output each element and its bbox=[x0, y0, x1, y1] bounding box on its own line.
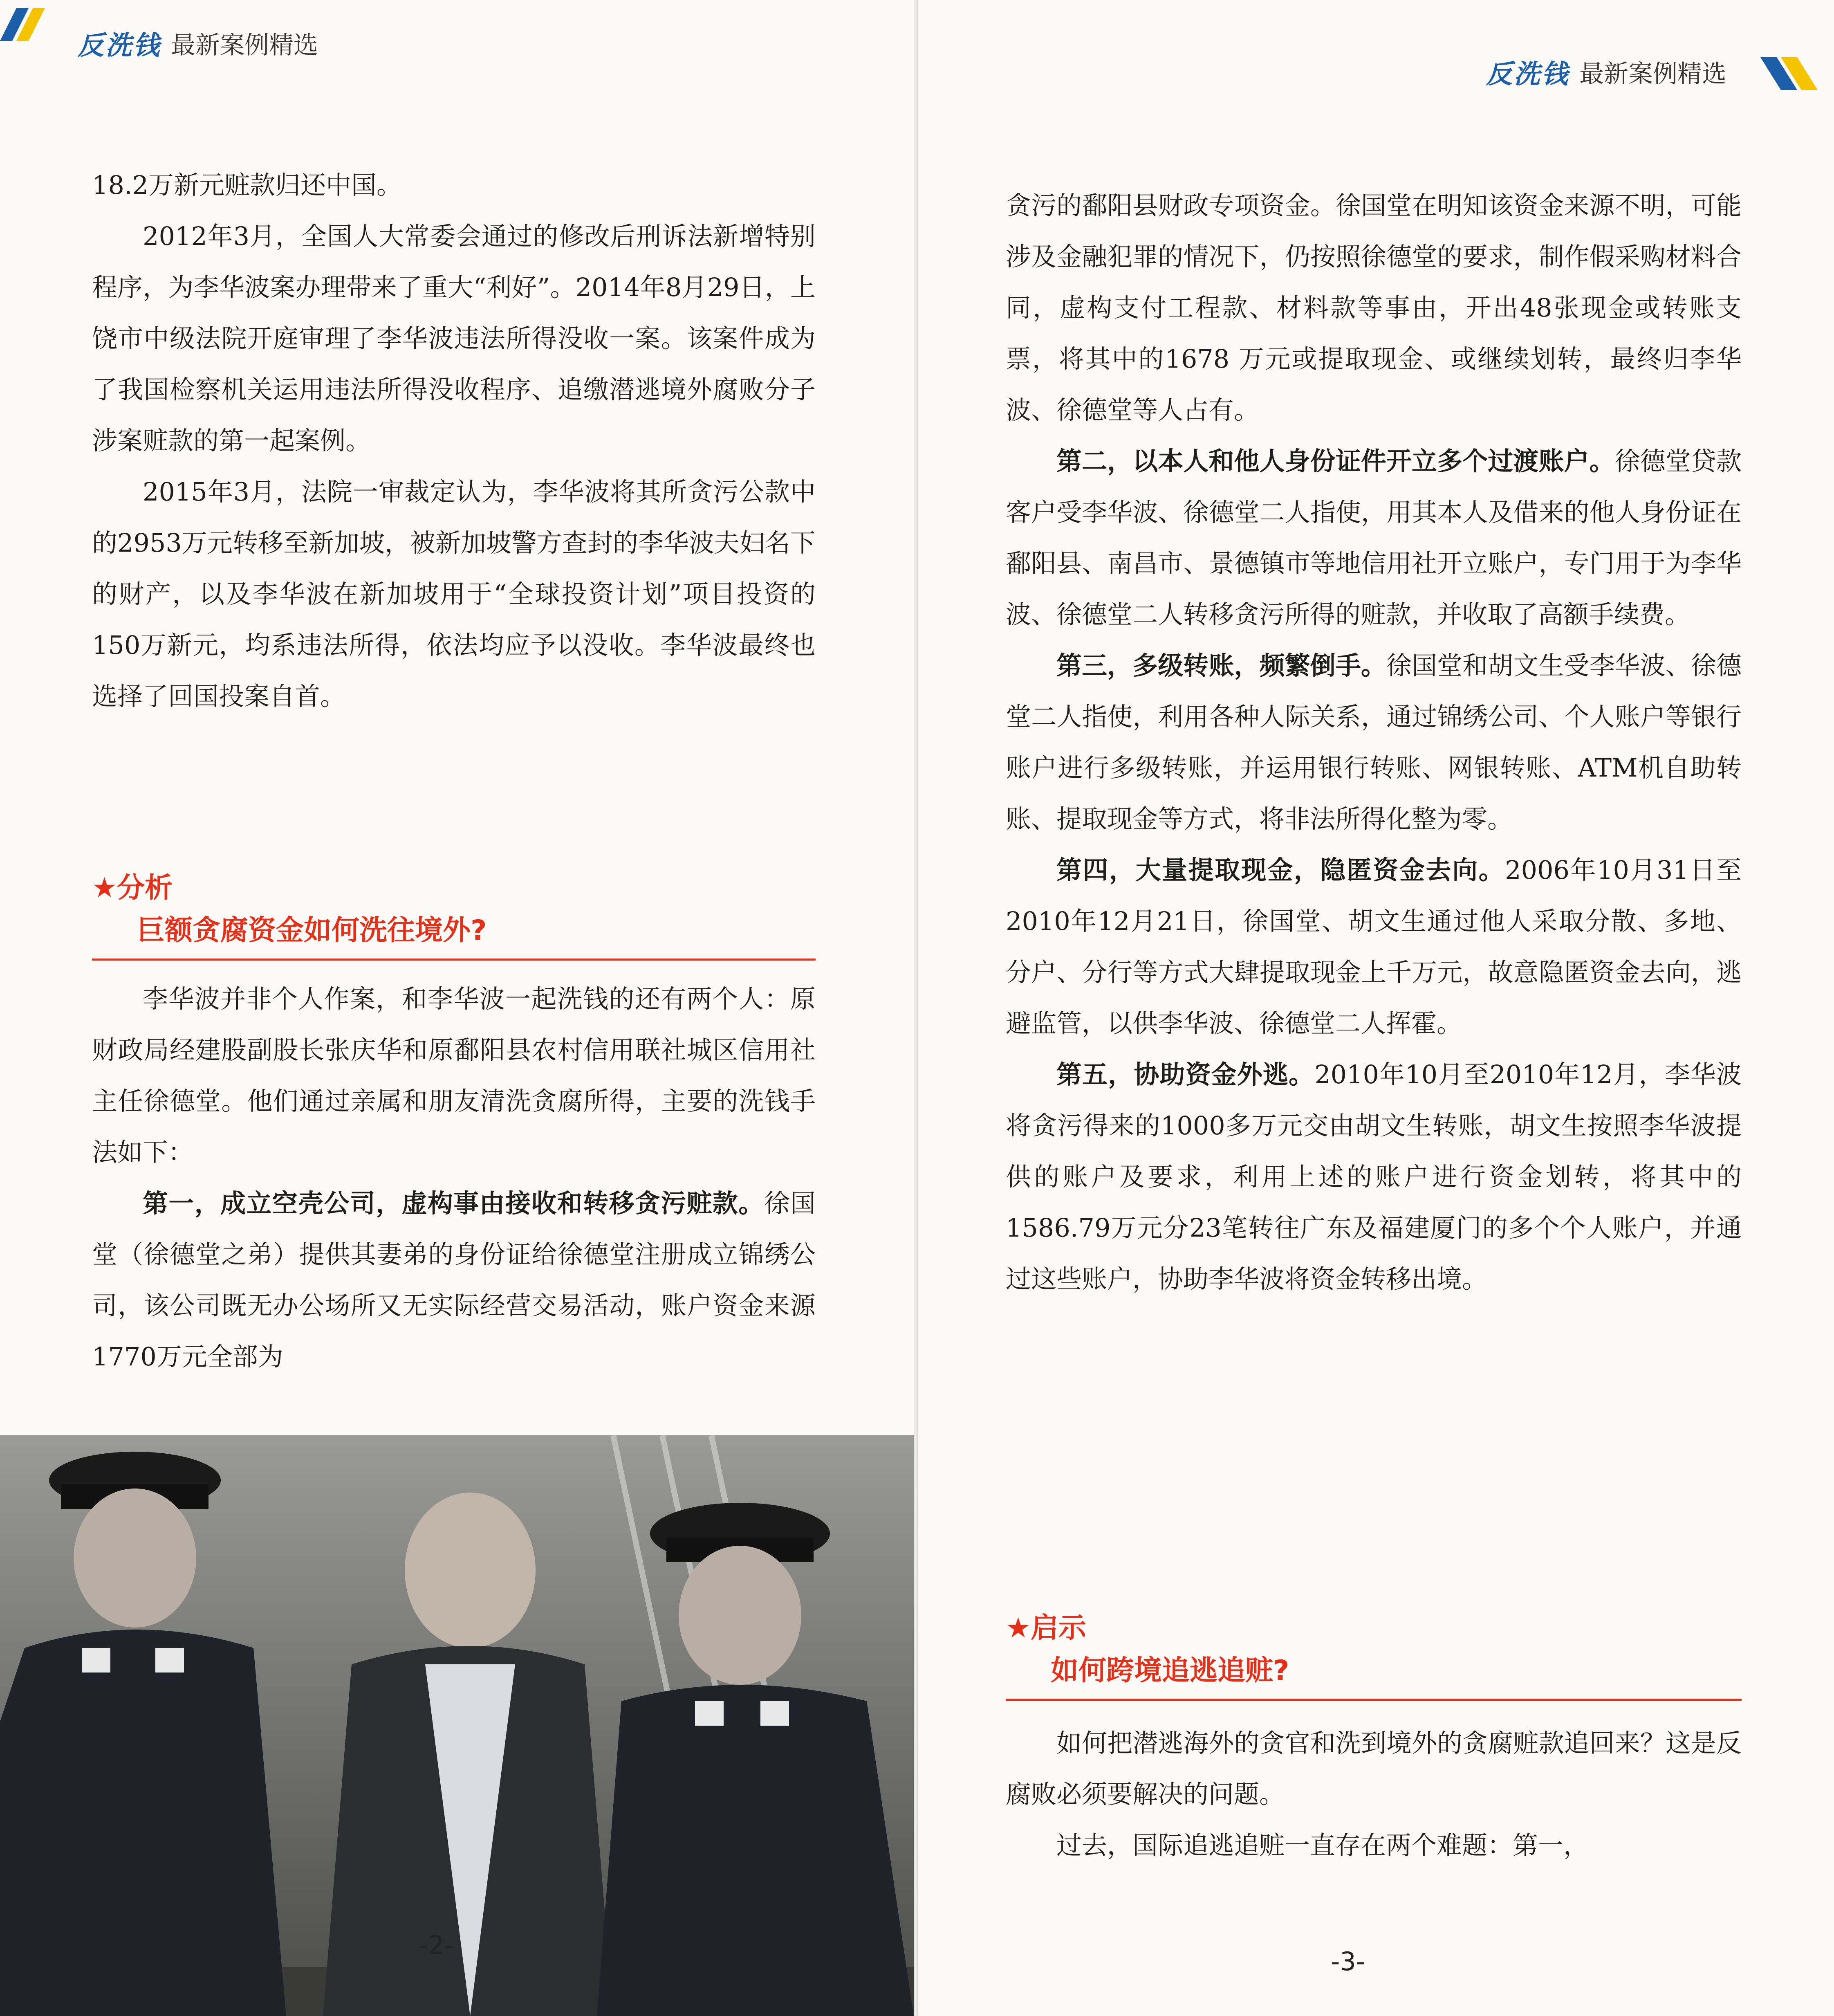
paragraph-text: 贪污的鄱阳县财政专项资金。徐国堂在明知该资金来源不明，可能涉及金融犯罪的情况下，仍按照徐德堂的要求，制作假采购材料合同，虚构支付工程款、材料款等事由，开出48张现金或转账支票，将其中的1678 万元或提取现金、或继续划转，最终归李华波、徐德堂等人占有。 bbox=[1006, 191, 1742, 425]
right-page bbox=[918, 0, 1834, 2016]
paragraph-text: 李华波并非个人作案，和李华波一起洗钱的还有两个人：原财政局经建股副股长张庆华和原鄱阳县农村信用联社城区信用社主任徐德堂。他们通过亲属和朋友清洗贪腐所得，主要的洗钱手法如下： bbox=[92, 984, 816, 1167]
paragraph bbox=[92, 159, 816, 211]
section-insight-title: 如何跨境追逃追赃? bbox=[1051, 1655, 1289, 1687]
page-number-right: -3- bbox=[1331, 1946, 1365, 1976]
section-insight bbox=[1006, 1607, 1742, 1701]
right-body-bottom bbox=[1006, 1717, 1742, 1871]
section-divider bbox=[1006, 1699, 1742, 1701]
paragraph bbox=[1006, 1049, 1742, 1304]
paragraph-text: 2012年3月，全国人大常委会通过的修改后刑诉法新增特别程序，为李华波案办理带来了重大“利好”。2014年8月29日，上饶市中级法院开庭审理了李华波违法所得没收一案。该案件成为了我国检察机关运用违法所得没收程序、追缴潜逃境外腐败分子涉案赃款的第一起案例。 bbox=[92, 221, 816, 456]
left-body-bottom bbox=[92, 973, 816, 1382]
header-title: 最新案例精选 bbox=[1579, 60, 1726, 88]
header-stripe-icon bbox=[0, 0, 82, 45]
paragraph bbox=[92, 973, 816, 1178]
running-header-right bbox=[1486, 53, 1726, 91]
section-insight-label: ★启示 bbox=[1006, 1612, 1086, 1644]
paragraph-lead: 第四，大量提取现金，隐匿资金去向。 bbox=[1056, 855, 1505, 885]
paragraph-lead: 第二，以本人和他人身份证件开立多个过渡账户。 bbox=[1056, 446, 1615, 476]
paragraph-lead: 第五，协助资金外逃。 bbox=[1056, 1060, 1315, 1089]
left-page bbox=[0, 0, 914, 2016]
paragraph-text: 如何把潜逃海外的贪官和洗到境外的贪腐赃款追回来？这是反腐败必须要解决的问题。 bbox=[1006, 1728, 1742, 1809]
news-photo bbox=[0, 1435, 914, 2016]
paragraph-text: 徐德堂贷款客户受李华波、徐德堂二人指使，用其本人及借来的他人身份证在鄱阳县、南昌市、景德镇市等地信用社开立账户，专门用于为李华波、徐德堂二人转移贪污所得的赃款，并收取了高额手续费。 bbox=[1006, 446, 1742, 629]
paragraph-lead: 第一，成立空壳公司，虚构事由接收和转移贪污赃款。 bbox=[143, 1188, 765, 1218]
paragraph-text: 2010年10月至2010年12月，李华波将贪污得来的1000多万元交由胡文生转账，胡文生按照李华波提供的账户及要求，利用上述的账户进行资金划转，将其中的1586.79万元分23笔转往广东及福建厦门的多个个人账户，并通过这些账户，协助李华波将资金转移出境。 bbox=[1006, 1060, 1742, 1294]
brand-logo: 反洗钱 bbox=[1486, 59, 1569, 90]
paragraph bbox=[92, 1178, 816, 1382]
header-title: 最新案例精选 bbox=[171, 31, 318, 60]
paragraph bbox=[1006, 640, 1742, 844]
paragraph bbox=[92, 466, 816, 722]
header-stripe-icon bbox=[1752, 49, 1834, 94]
paragraph-text: 徐国堂和胡文生受李华波、徐德堂二人指使，利用各种人际关系，通过锦绣公司、个人账户等银行账户进行多级转账，并运用银行转账、网银转账、ATM机自助转账、提取现金等方式，将非法所得化整为零。 bbox=[1006, 651, 1742, 834]
paragraph-text: 过去，国际追逃追赃一直存在两个难题：第一， bbox=[1056, 1830, 1589, 1860]
left-body-top bbox=[92, 159, 816, 722]
section-divider bbox=[92, 959, 816, 961]
arrest-photo-illustration bbox=[0, 1435, 914, 2016]
paragraph-text: 徐国堂（徐德堂之弟）提供其妻弟的身份证给徐德堂注册成立锦绣公司，该公司既无办公场所又无实际经营交易活动，账户资金来源1770万元全部为 bbox=[92, 1188, 816, 1372]
paragraph-text: 18.2万新元赃款归还中国。 bbox=[92, 170, 402, 200]
paragraph-text: 2006年10月31日至2010年12月21日，徐国堂、胡文生通过他人采取分散、多地、分户、分行等方式大肆提取现金上千万元，故意隐匿资金去向，逃避监管，以供李华波、徐德堂二人挥霍。 bbox=[1006, 855, 1742, 1038]
brand-logo: 反洗钱 bbox=[78, 31, 161, 61]
paragraph bbox=[1006, 1717, 1742, 1820]
paragraph bbox=[1006, 1820, 1742, 1871]
paragraph bbox=[1006, 844, 1742, 1049]
section-analysis-label: ★分析 bbox=[92, 872, 173, 904]
paragraph-lead: 第三，多级转账，频繁倒手。 bbox=[1056, 651, 1386, 680]
section-analysis-title: 巨额贪腐资金如何洗往境外? bbox=[137, 914, 487, 947]
running-header-left bbox=[78, 25, 318, 62]
paragraph bbox=[92, 211, 816, 466]
page-number-left: -2- bbox=[419, 1930, 454, 1960]
section-analysis bbox=[92, 867, 816, 961]
paragraph-text: 2015年3月，法院一审裁定认为，李华波将其所贪污公款中的2953万元转移至新加坡，被新加坡警方查封的李华波夫妇名下的财产，以及李华波在新加坡用于“全球投资计划”项目投资的150万新元，均系违法所得，依法均应予以没收。李华波最终也选择了回国投案自首。 bbox=[92, 477, 816, 711]
paragraph bbox=[1006, 180, 1742, 436]
right-body-top bbox=[1006, 180, 1742, 1304]
paragraph bbox=[1006, 436, 1742, 640]
